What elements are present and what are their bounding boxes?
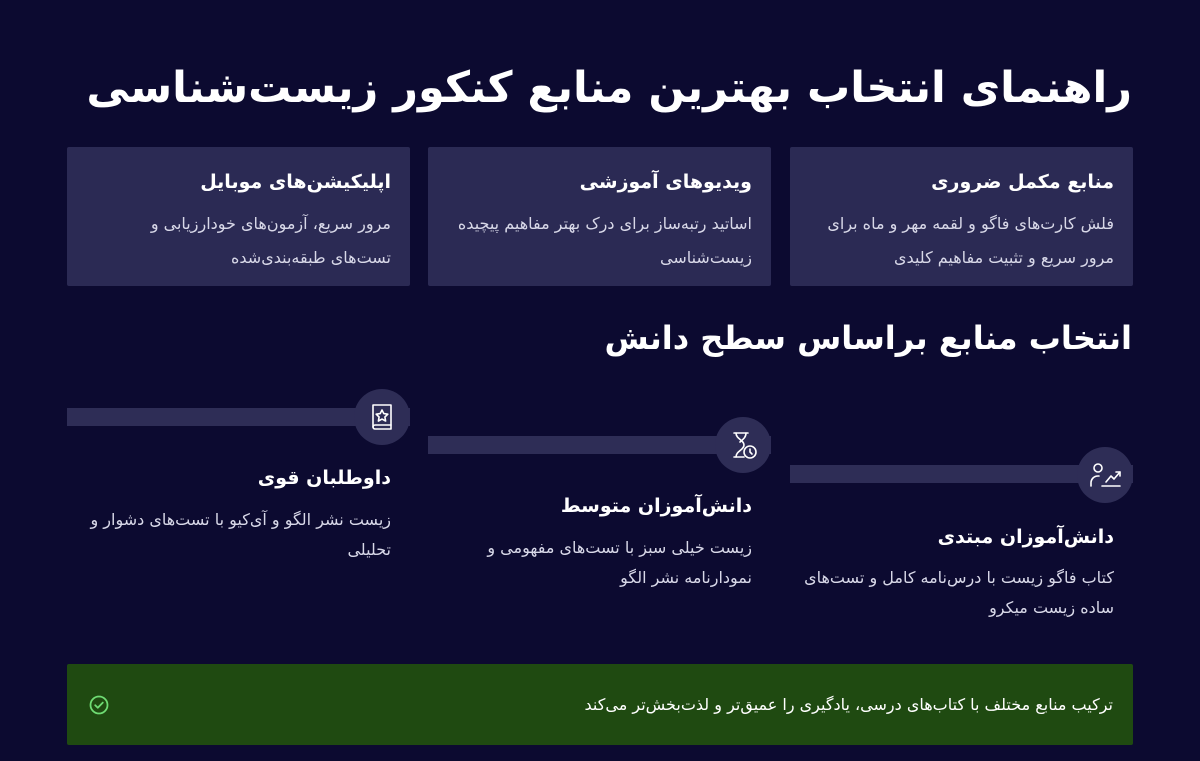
page-title: راهنمای انتخاب بهترین منابع کنکور زیست‌شناسی <box>86 63 1132 113</box>
level-title: دانش‌آموزان متوسط <box>560 495 752 517</box>
level-beginner <box>790 447 1133 627</box>
star-book-icon <box>354 389 410 445</box>
card-description: مرور سریع، آزمون‌های خودارزیابی و تست‌های طبقه‌بندی‌شده <box>150 214 391 267</box>
card-mobile-apps <box>67 147 410 286</box>
level-title: داوطلبان قوی <box>257 467 391 489</box>
check-circle-icon <box>87 693 111 717</box>
level-description: زیست خیلی سبز با تست‌های مفهومی و نمودارنامه نشر الگو <box>487 538 752 587</box>
card-description: اساتید رتبه‌ساز برای درک بهتر مفاهیم پیچیده زیست‌شناسی <box>457 214 752 267</box>
section-title: انتخاب منابع براساس سطح دانش <box>604 319 1132 357</box>
level-description: زیست نشر الگو و آی‌کیو با تست‌های دشوار و تحلیلی <box>90 510 391 559</box>
card-educational-videos <box>428 147 771 286</box>
card-description: فلش کارت‌های فاگو و لقمه مهر و ماه برای مرور سریع و تثبیت مفاهیم کلیدی <box>827 214 1114 267</box>
level-strong <box>67 389 410 569</box>
card-supplementary-resources <box>790 147 1133 286</box>
level-intermediate <box>428 417 771 597</box>
level-description: کتاب فاگو زیست با درس‌نامه کامل و تست‌های ساده زیست میکرو <box>804 568 1114 617</box>
tip-banner <box>67 664 1133 745</box>
hourglass-clock-icon <box>715 417 771 473</box>
tip-text: ترکیب منابع مختلف با کتاب‌های درسی، یادگیری را عمیق‌تر و لذت‌بخش‌تر می‌کند <box>584 694 1113 714</box>
card-title: اپلیکیشن‌های موبایل <box>200 171 391 193</box>
growth-chart-icon <box>1077 447 1133 503</box>
card-title: منابع مکمل ضروری <box>931 171 1114 193</box>
card-title: ویدیوهای آموزشی <box>579 171 752 193</box>
resource-cards <box>67 147 1133 286</box>
level-title: دانش‌آموزان مبتدی <box>937 526 1114 548</box>
